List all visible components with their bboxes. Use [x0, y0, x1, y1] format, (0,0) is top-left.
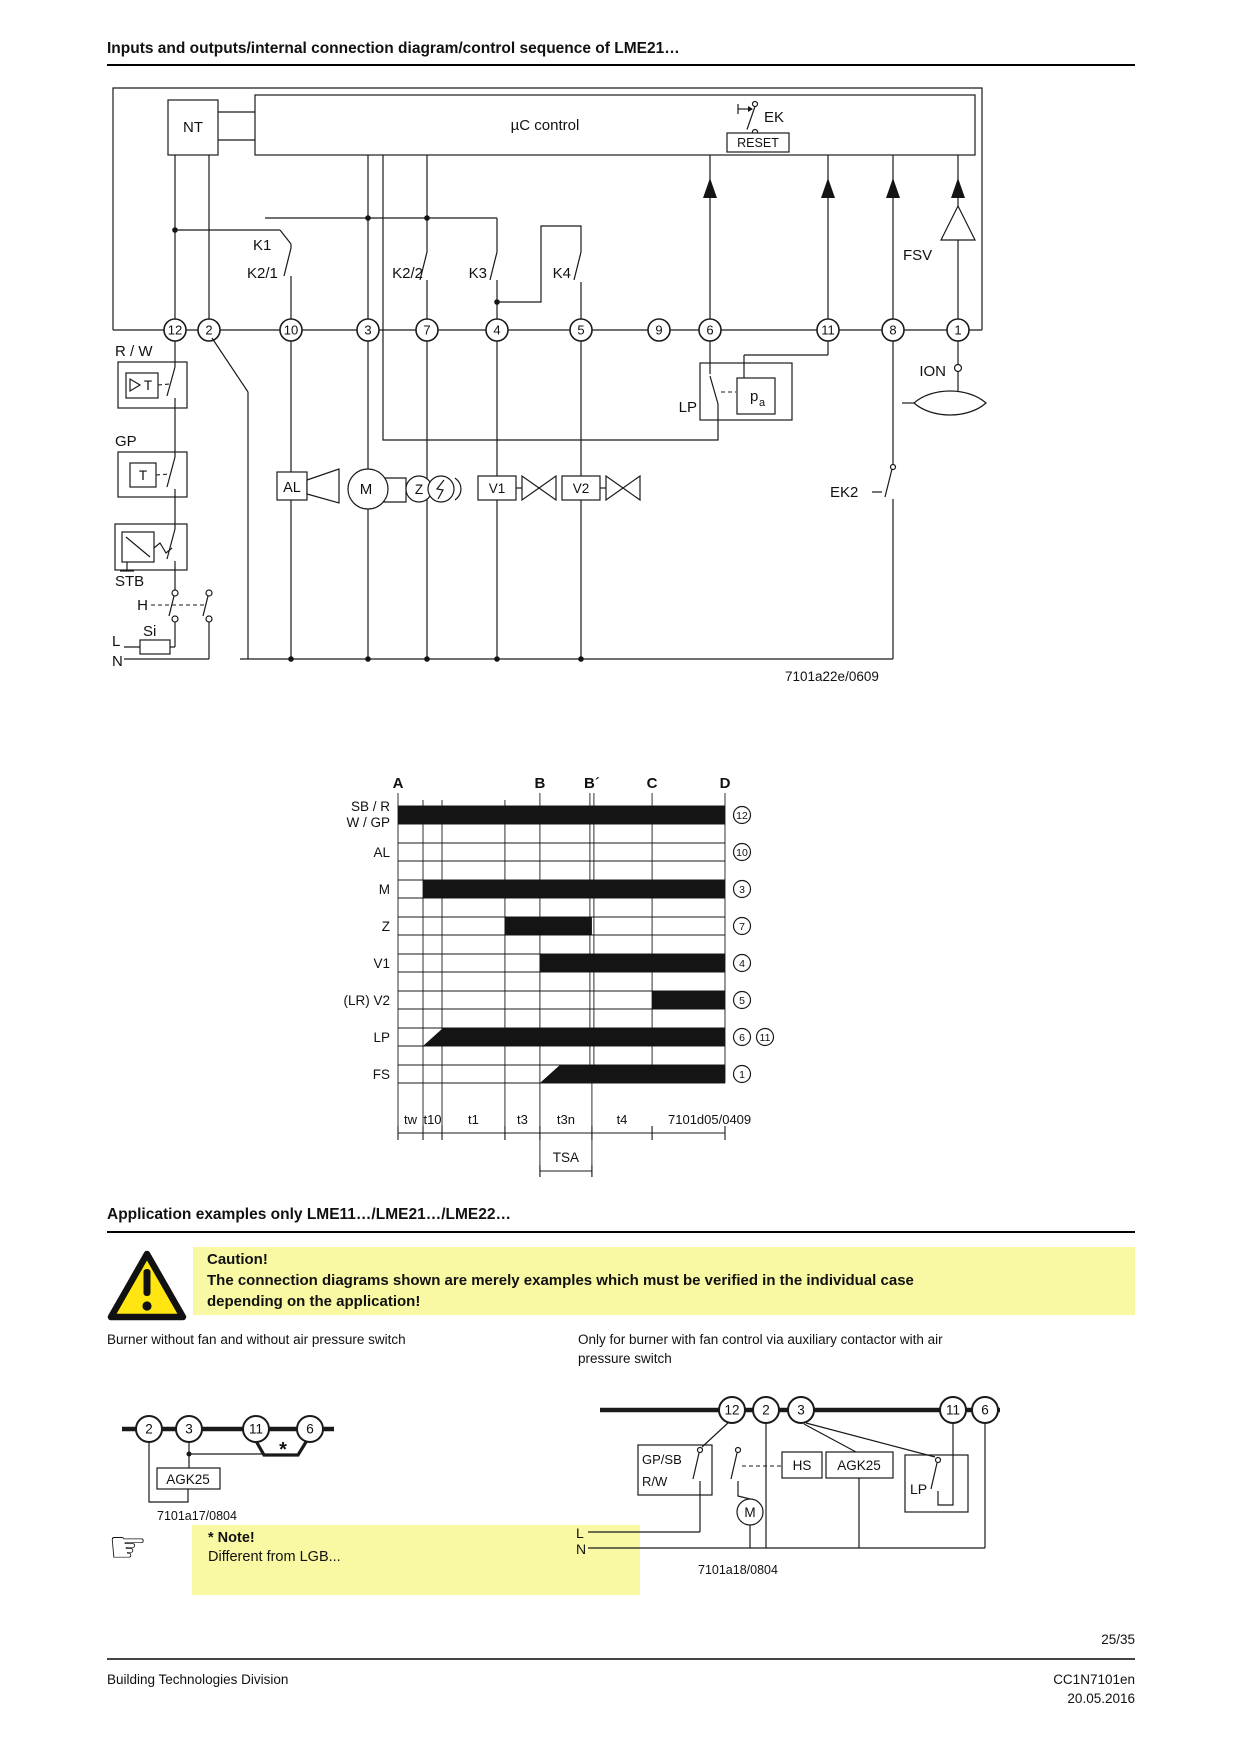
footer-division: Building Technologies Division [107, 1672, 289, 1687]
stb-label: STB [115, 573, 145, 590]
svg-text:AL: AL [373, 845, 390, 860]
caution-body-2: depending on the application! [207, 1293, 421, 1310]
svg-text:tw: tw [404, 1112, 418, 1127]
gp-t-label: T [138, 468, 148, 483]
m-label-right: M [744, 1505, 756, 1520]
svg-text:M: M [378, 882, 390, 897]
svg-text:t3: t3 [517, 1112, 528, 1127]
pa-sub-label: a [759, 397, 766, 409]
example-right-caption-line2: pressure switch [578, 1351, 672, 1366]
svg-text:1: 1 [739, 1068, 745, 1081]
svg-text:12: 12 [167, 322, 183, 338]
rw-box [118, 362, 187, 408]
svg-text:3: 3 [739, 883, 745, 896]
svg-text:B´: B´ [583, 775, 600, 792]
nt-label: NT [183, 119, 203, 136]
example-right-caption-line1: Only for burner with fan control via auxiliary contactor with air [578, 1332, 943, 1347]
l-label-right: L [576, 1525, 584, 1541]
svg-text:4: 4 [493, 322, 501, 338]
uc-control-label: µC control [510, 117, 580, 134]
svg-text:D: D [719, 775, 731, 792]
timing-bar [423, 880, 725, 898]
svg-text:5: 5 [577, 322, 585, 338]
pa-label: p [750, 388, 759, 405]
al-label: AL [283, 480, 301, 496]
svg-text:6: 6 [706, 322, 714, 338]
svg-text:12: 12 [736, 809, 748, 822]
v2-label: V2 [572, 481, 590, 496]
svg-text:t3n: t3n [556, 1112, 575, 1127]
svg-text:7: 7 [739, 920, 745, 933]
svg-text:3: 3 [185, 1421, 193, 1437]
svg-text:LP: LP [373, 1030, 390, 1045]
svg-text:3: 3 [364, 322, 372, 338]
svg-text:(LR) V2: (LR) V2 [343, 993, 390, 1008]
svg-text:3: 3 [797, 1402, 805, 1418]
valve2-icon [606, 476, 623, 500]
flame-signal-amplifier [941, 206, 975, 240]
timing-bar [540, 954, 725, 972]
svg-text:7101d05/0409: 7101d05/0409 [668, 1112, 752, 1127]
warning-triangle-icon [111, 1254, 183, 1317]
v1-label: V1 [488, 481, 506, 496]
timing-bar [652, 991, 725, 1009]
rw-t-label: T [143, 378, 153, 393]
caution-title: Caution! [207, 1251, 268, 1268]
fsv-label: FSV [903, 247, 933, 264]
svg-text:6: 6 [981, 1402, 989, 1418]
k2-1-label: K2/1 [247, 265, 278, 282]
si-label: Si [143, 623, 157, 640]
svg-text:11: 11 [821, 322, 835, 338]
page-number: 25/35 [1101, 1632, 1135, 1647]
note-body: Different from LGB... [208, 1549, 341, 1565]
amplifier-icon [941, 206, 975, 240]
svg-text:11: 11 [945, 1402, 961, 1418]
jumper-asterisk: * [279, 1439, 287, 1461]
valve-icon [522, 476, 539, 500]
svg-text:t10: t10 [423, 1112, 442, 1127]
circuit-ref: 7101a22e/0609 [785, 669, 879, 684]
svg-text:A: A [392, 775, 404, 792]
svg-text:V1: V1 [373, 956, 390, 971]
rw-label-right: R/W [642, 1474, 668, 1489]
hs-label: HS [792, 1458, 812, 1473]
footer-doc-id: CC1N7101en [1053, 1672, 1135, 1687]
svg-text:7: 7 [423, 322, 431, 338]
svg-text:Z: Z [381, 919, 390, 934]
reset-label: RESET [737, 136, 779, 150]
timing-bar [505, 917, 592, 935]
lp-label: LP [678, 399, 697, 416]
example-left-diagram [122, 1416, 334, 1523]
svg-text:t1: t1 [468, 1112, 479, 1127]
gp-box [118, 452, 187, 497]
n-label-right: N [576, 1541, 587, 1557]
svg-text:2: 2 [762, 1402, 770, 1418]
svg-text:5: 5 [739, 994, 745, 1007]
n-label: N [112, 653, 123, 670]
footer-date: 20.05.2016 [1067, 1691, 1135, 1706]
timing-bar [398, 806, 725, 824]
agk25-label-right: AGK25 [837, 1458, 881, 1473]
connection-diagram [112, 88, 986, 684]
gpsb-label: GP/SB [642, 1452, 682, 1467]
l-label: L [112, 633, 121, 650]
application-heading: Application examples only LME11…/LME21…/LME22… [107, 1206, 511, 1223]
svg-text:11: 11 [248, 1421, 264, 1437]
gp-label: GP [115, 433, 137, 450]
timing-diagram [343, 775, 773, 1177]
svg-text:1: 1 [954, 322, 962, 338]
example-right-diagram [576, 1397, 1000, 1577]
svg-text:12: 12 [724, 1402, 740, 1418]
timing-bar [540, 1065, 725, 1083]
input-arrow-icons [703, 178, 965, 198]
uc-control-box [255, 95, 975, 155]
ek-label: EK [764, 109, 785, 126]
h-label: H [137, 597, 148, 614]
fuse-icon [140, 640, 170, 654]
lp-label-right: LP [910, 1481, 928, 1497]
horn-icon [307, 469, 339, 503]
ek2-label: EK2 [830, 484, 859, 501]
relay-contacts [172, 215, 581, 319]
svg-text:2: 2 [145, 1421, 153, 1437]
svg-text:t4: t4 [616, 1112, 628, 1127]
k3-label: K3 [468, 265, 487, 282]
svg-text:4: 4 [739, 957, 745, 970]
svg-text:6: 6 [306, 1421, 314, 1437]
svg-text:6: 6 [739, 1031, 745, 1044]
example-left-ref: 7101a17/0804 [157, 1509, 237, 1523]
ion-label: ION [919, 363, 946, 380]
timing-bar [423, 1028, 725, 1046]
svg-text:FS: FS [372, 1067, 390, 1082]
svg-text:TSA: TSA [552, 1150, 580, 1165]
agk25-label: AGK25 [166, 1472, 210, 1487]
k2-2-label: K2/2 [392, 265, 423, 282]
thermostat-icon [130, 379, 140, 391]
svg-text:9: 9 [655, 322, 663, 338]
svg-text:8: 8 [889, 322, 897, 338]
svg-text:10: 10 [736, 846, 748, 859]
terminal-drop-wires [175, 155, 958, 319]
svg-text:2: 2 [205, 322, 213, 338]
stb-box [115, 524, 187, 570]
flame-icon [914, 391, 986, 415]
z-label: Z [414, 482, 424, 497]
m-label: M [359, 481, 373, 498]
ek2-remote-reset [872, 341, 896, 659]
caution-body-1: The connection diagrams shown are merely examples which must be verified in the individual case [207, 1272, 914, 1289]
rw-label: R / W [115, 343, 153, 360]
load-branches [240, 341, 893, 662]
sensor-chain [115, 338, 248, 659]
svg-text:C: C [646, 775, 658, 792]
svg-text:B: B [534, 775, 546, 792]
k1-label: K1 [253, 237, 272, 254]
pointing-hand-icon: ☞ [108, 1523, 148, 1572]
k4-label: K4 [552, 265, 571, 282]
svg-text:10: 10 [283, 322, 299, 338]
svg-text:W / GP: W / GP [346, 815, 390, 830]
note-title: * Note! [208, 1530, 255, 1546]
example-right-ref: 7101a18/0804 [698, 1563, 778, 1577]
page-title: Inputs and outputs/internal connection diagram/control sequence of LME21… [107, 40, 680, 57]
example-left-caption: Burner without fan and without air pressure switch [107, 1332, 406, 1347]
svg-text:11: 11 [759, 1031, 771, 1044]
svg-text:SB / R: SB / R [350, 799, 390, 814]
